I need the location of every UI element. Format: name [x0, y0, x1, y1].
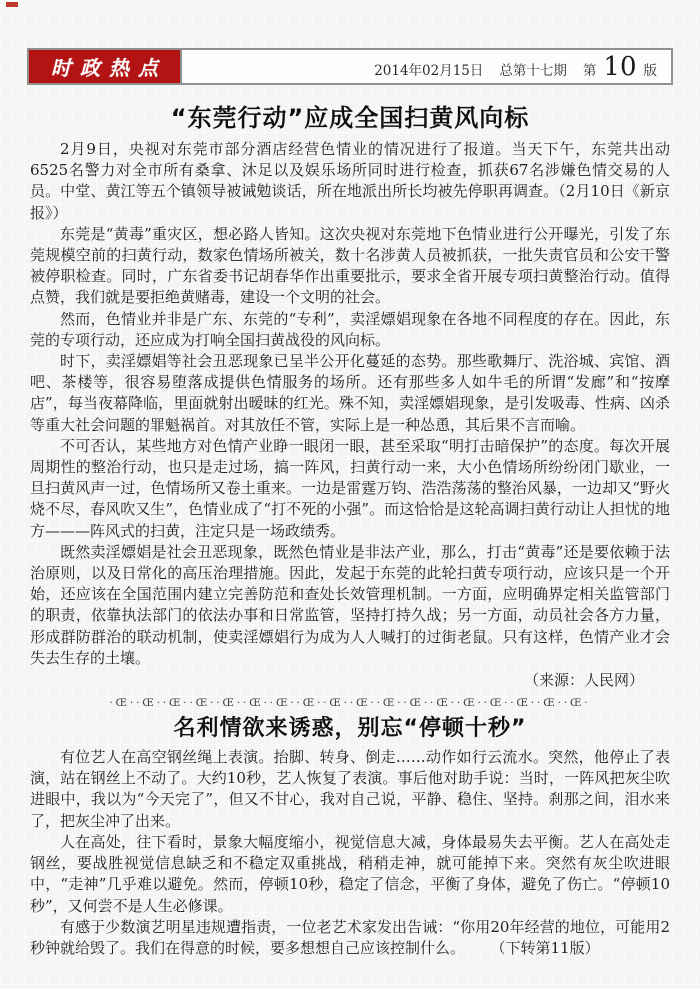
continuation-notice: （下转第11版） [498, 938, 600, 957]
page-label-prefix: 第 [582, 62, 597, 79]
paragraph: 不可否认，某些地方对色情产业睁一眼闭一眼，甚至采取“明打击暗保护”的态度。每次开展周期性的整治行动，也只是走过场，搞一阵风，扫黄行动一来，大小色情场所纷纷闭门歇业，一旦扫黄风声一过，色情场所又卷土重来。一边是雷霆万钧、浩浩荡荡的整治风暴，一边却又“野火烧不尽，春风吹又生”，色情业成了“打不死的小强”。而这恰恰是这轮高调扫黄行动让人担忧的地方———阵风式的扫黄，注定只是一场政绩秀。 [30, 436, 670, 540]
main-article-body [30, 139, 670, 669]
section-badge-label: 时政热点 [51, 56, 167, 80]
main-article-title: “东莞行动”应成全国扫黄风向标 [170, 104, 530, 132]
issue-info [182, 51, 671, 82]
page-number: 10 [603, 51, 637, 82]
issue-number: 总第十七期 [499, 62, 567, 79]
paragraph: 2月9日，央视对东莞市部分酒店经营色情业的情况进行了报道。当天下午，东莞共出动6525名警力对全市所有桑拿、沐足以及娱乐场所同时进行检查，抓获67名涉嫌色情交易的人员。中堂、黄江等五个镇领导被诫勉谈话，所在地派出所长均被先停职再调查。（2月10日《新京报》） [30, 140, 670, 222]
paragraph [30, 917, 670, 959]
paragraph: 既然卖淫嫖娼是社会丑恶现象，既然色情业是非法产业，那么，打击“黄毒”还是要依赖于法治原则，以及日常化的高压治理措施。因此，发起于东莞的此轮扫黄专项行动，应该只是一个开始，还应该在全国范围内建立完善防范和查处长效管理机制。一方面，应明确界定相关监管部门的职责，依靠执法部门的依法办事和日常监管，坚持打持久战；另一方面，动员社会各方力量，形成群防群治的联动机制，使卖淫嫖娼行为成为人人喊打的过街老鼠。只有这样，色情产业才会失去生存的土壤。 [30, 542, 670, 667]
second-article-last-paragraph: 有感于少数演艺明星违规遭指责，一位老艺术家发出告诫：“你用20年经营的地位，可能用2秒钟就给毁了。我们在得意的时候，要多想想自己应该控制什么。 [30, 917, 670, 957]
second-article-title: 名利情欲来诱惑，别忘“停顿十秒” [173, 716, 527, 742]
second-article-last-block [30, 917, 670, 959]
paragraph: 然而，色情业并非是广东、东莞的“专利”，卖淫嫖娼现象在各地不同程度的存在。因此，东莞的专项行动，还应成为打响全国扫黄战役的风向标。 [30, 309, 670, 349]
ornament-divider: ·Œ··Œ··Œ··Œ··Œ··Œ··Œ··Œ··Œ··Œ··Œ··Œ··Œ··Œ··Œ··Œ··Œ··Œ· [109, 698, 591, 710]
section-badge [29, 50, 182, 83]
paragraph: 东莞是“黄毒”重灾区，想必路人皆知。这次央视对东莞地下色情业进行公开曝光，引发了东莞规模空前的扫黄行动，数家色情场所被关，数十名涉黄人员被抓获，一批失责官员和公安干警被停职检查。同时，广东省委书记胡春华作出重要批示，要求全省开展专项扫黄整治行动。值得点赞，我们就是要拒绝黄赌毒，建设一个文明的社会。 [30, 224, 670, 307]
second-article-body [30, 747, 670, 917]
paragraph: 人在高处，往下看时，景象大幅度缩小，视觉信息大减，身体最易失去平衡。艺人在高处走钢丝，要战胜视觉信息缺乏和不稳定双重挑战，稍稍走神，就可能掉下来。突然有灰尘吹进眼中，“走神”几乎难以避免。然而，停顿10秒，稳定了信念，平衡了身体，避免了伤亡。“停顿10秒”，又何尝不是人生必修课。 [30, 832, 670, 915]
masthead [27, 48, 673, 85]
issue-date: 2014年02月15日 [374, 62, 484, 79]
main-article-source: （来源：人民网） [523, 671, 644, 690]
paragraph: 有位艺人在高空钢丝绳上表演。抬脚、转身、倒走……动作如行云流水。突然，他停止了表演，站在钢丝上不动了。大约10秒，艺人恢复了表演。事后他对助手说：当时，一阵风把灰尘吹进眼中，我以为“今天完了”，但又不甘心，我对自己说，平静、稳住、坚持。刹那之间，泪水来了，把灰尘冲了出来。 [30, 748, 670, 830]
paragraph: 时下，卖淫嫖娼等社会丑恶现象已呈半公开化蔓延的态势。那些歌舞厅、洗浴城、宾馆、酒吧、茶楼等，很容易堕落成提供色情服务的场所。还有那些多人如牛毛的所谓“发廊”和“按摩店”，每当夜幕降临，里面就射出暧昧的红光。殊不知，卖淫嫖娼现象，是引发吸毒、性病、凶杀等重大社会问题的罪魁祸首。对其放任不管，实际上是一种怂恿，其后果不言而喻。 [30, 352, 670, 434]
corner-red-mark [6, 2, 18, 7]
page-label-suffix: 版 [643, 62, 657, 79]
